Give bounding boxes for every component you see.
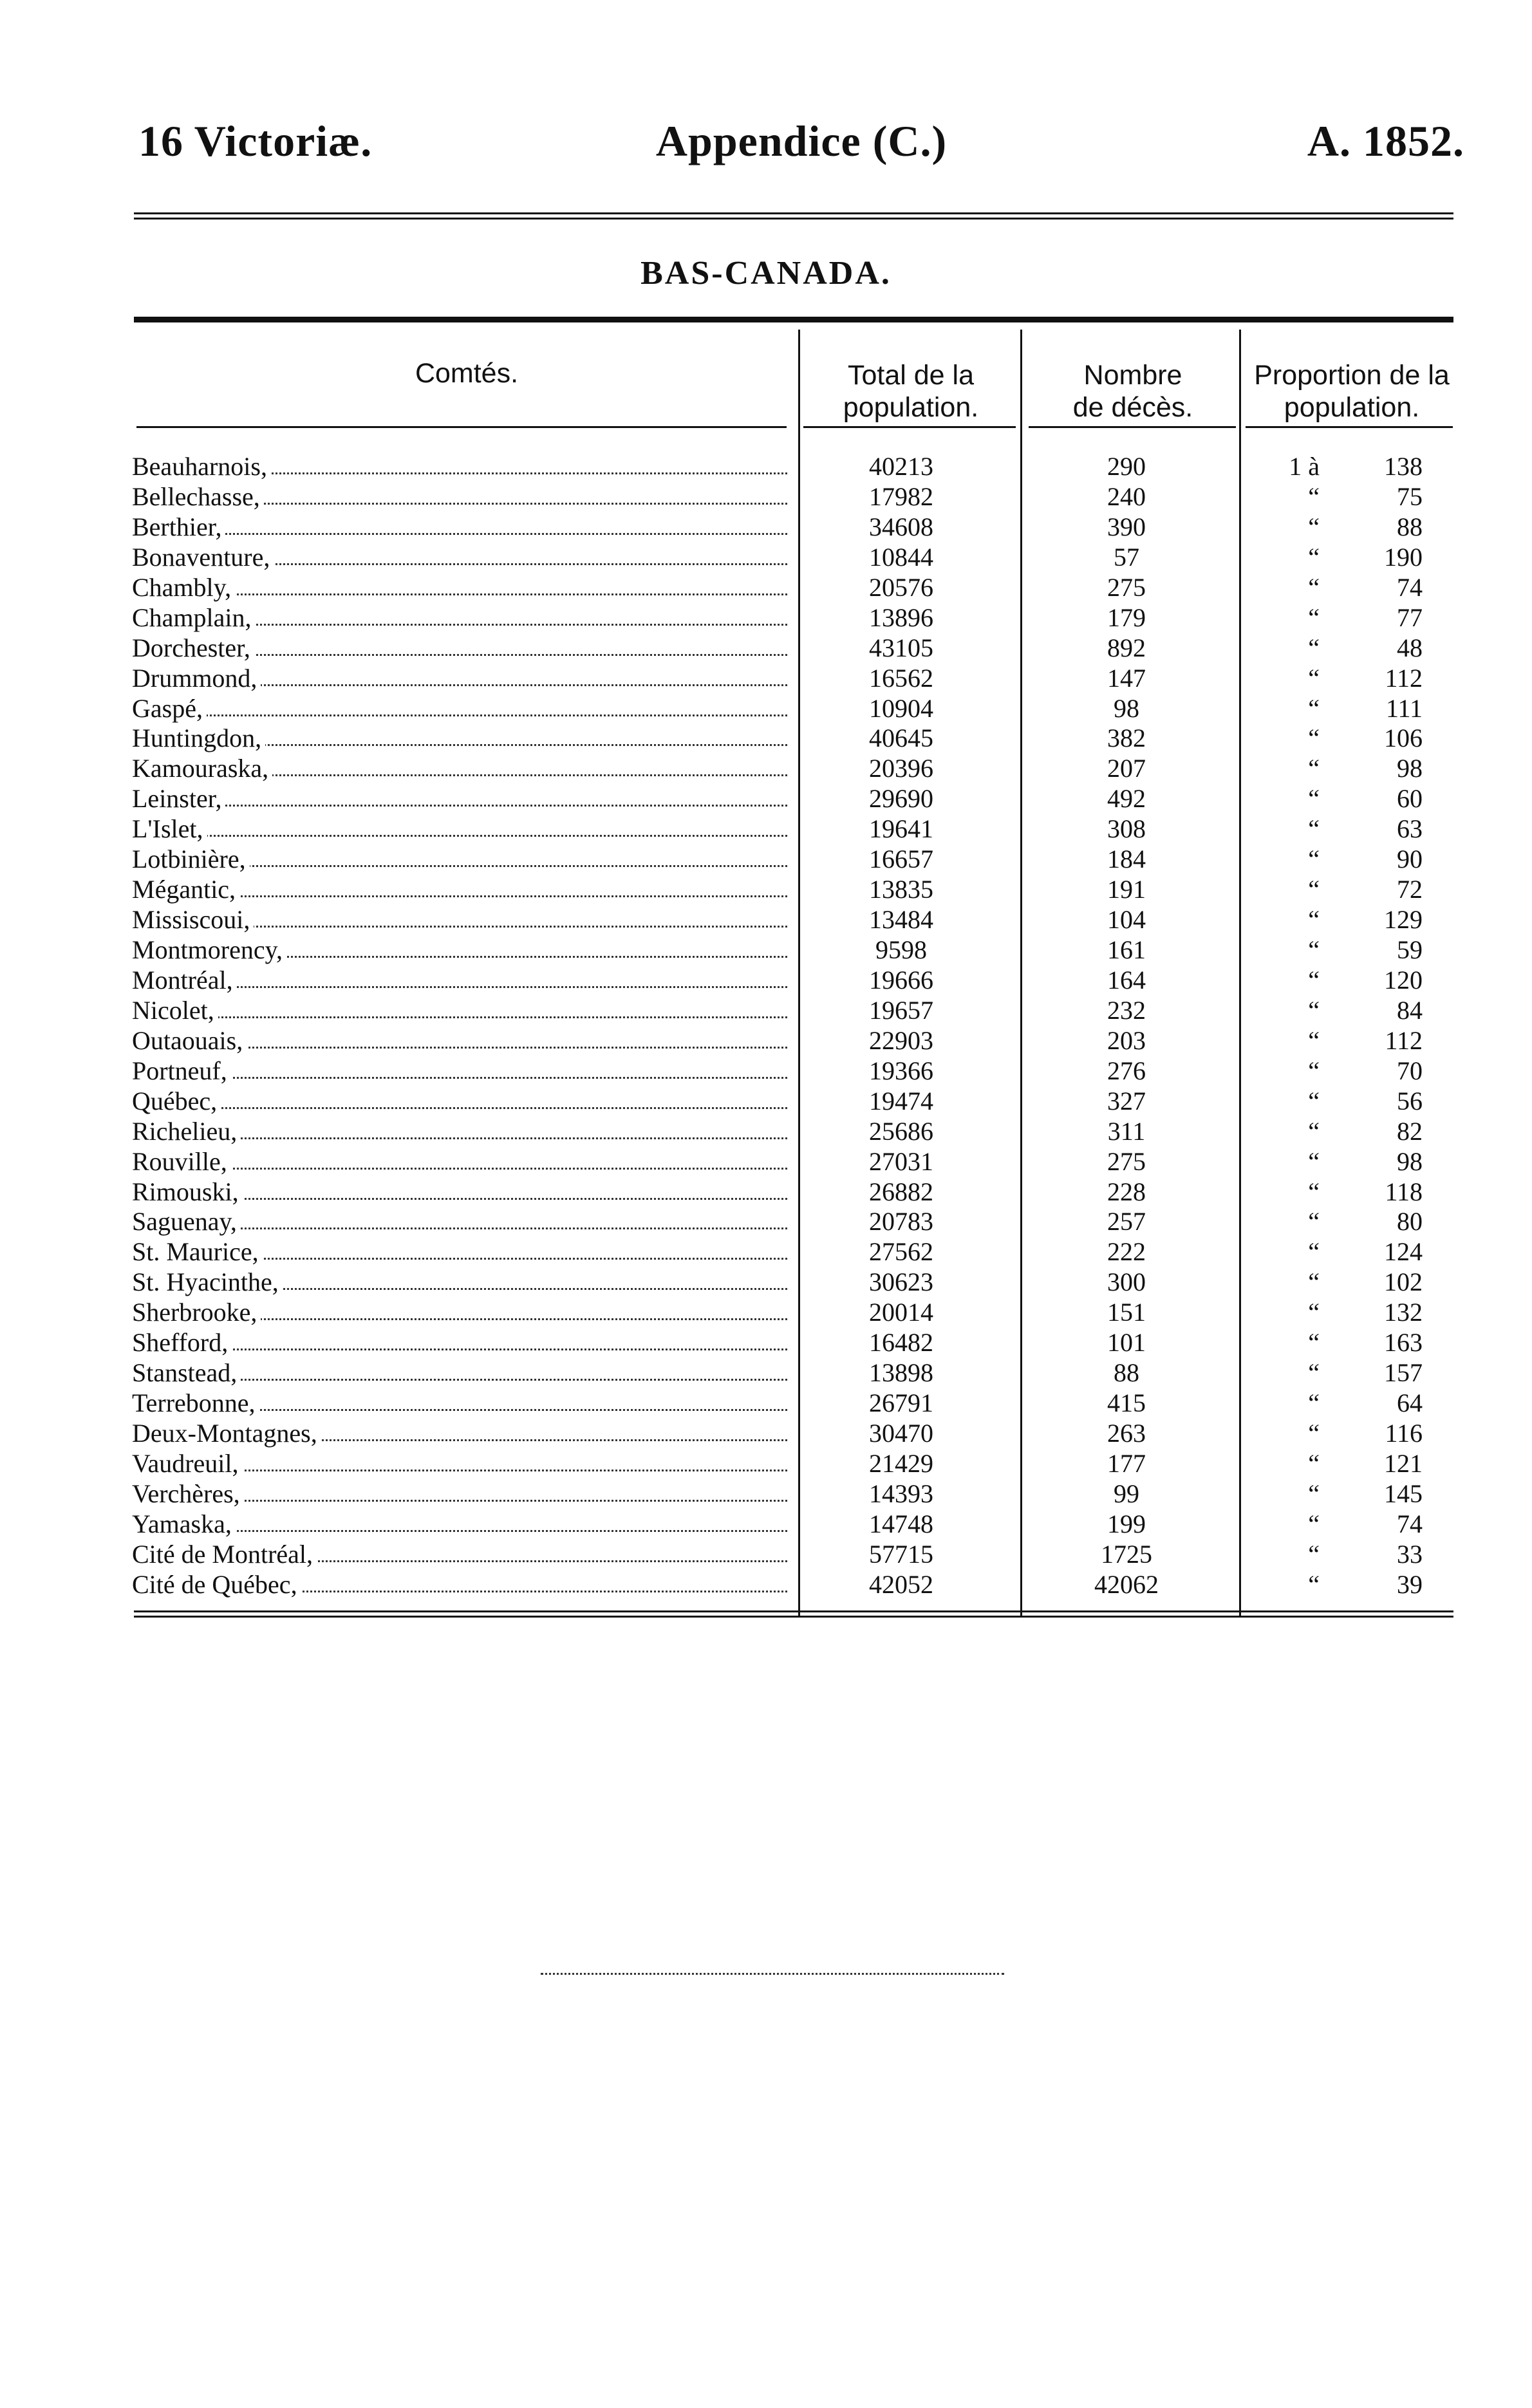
cell-ratio-prefix: “ [1308, 1358, 1320, 1388]
cell-ratio: 80 [1397, 1207, 1423, 1237]
cell-county [132, 512, 787, 542]
cell-deaths: 275 [1107, 1146, 1146, 1176]
cell-population: 30470 [869, 1419, 933, 1448]
cell-ratio-prefix: “ [1308, 1267, 1320, 1297]
cell-county [132, 875, 787, 904]
cell-ratio: 77 [1397, 602, 1423, 632]
cell-ratio-prefix: “ [1308, 663, 1320, 693]
cell-county-text: Gaspé, [132, 694, 207, 723]
cell-ratio: 64 [1397, 1388, 1423, 1418]
cell-county [132, 452, 787, 481]
cell-county-text: Outaouais, [132, 1026, 247, 1055]
cell-county-text: Stanstead, [132, 1358, 241, 1387]
cell-deaths: 275 [1107, 572, 1146, 602]
cell-ratio-prefix: “ [1308, 1056, 1320, 1085]
cell-ratio: 121 [1384, 1448, 1423, 1478]
cell-ratio: 72 [1397, 875, 1423, 904]
cell-population: 26791 [869, 1388, 933, 1418]
cell-population: 20783 [869, 1207, 933, 1237]
table-row [132, 1267, 1458, 1298]
cell-county [132, 754, 787, 783]
cell-deaths: 177 [1107, 1448, 1146, 1478]
cell-deaths: 88 [1114, 1358, 1139, 1388]
column-header-deaths [1023, 359, 1242, 424]
cell-population: 13484 [869, 905, 933, 935]
cell-ratio: 116 [1385, 1419, 1423, 1448]
cell-ratio: 70 [1397, 1056, 1423, 1085]
cell-county [132, 723, 787, 753]
table-row [132, 1177, 1458, 1208]
cell-population: 40645 [869, 723, 933, 753]
cell-ratio: 112 [1385, 663, 1423, 693]
cell-deaths: 1725 [1101, 1539, 1152, 1569]
cell-county [132, 1328, 787, 1358]
cell-deaths: 390 [1107, 512, 1146, 541]
cell-county [132, 1147, 787, 1177]
cell-population: 34608 [869, 512, 933, 541]
cell-county [132, 1117, 787, 1146]
cell-county-text: Yamaska, [132, 1509, 236, 1538]
cell-ratio: 98 [1397, 754, 1423, 783]
table-row [132, 452, 1458, 482]
cell-deaths: 98 [1114, 693, 1139, 723]
cell-deaths: 42062 [1094, 1569, 1159, 1599]
cell-ratio: 88 [1397, 512, 1423, 541]
table-row [132, 1570, 1458, 1600]
cell-ratio-prefix: “ [1308, 1539, 1320, 1569]
cell-population: 27562 [869, 1237, 933, 1267]
cell-ratio-prefix: “ [1308, 965, 1320, 994]
cell-ratio-prefix: “ [1308, 572, 1320, 602]
cell-county-text: Champlain, [132, 603, 256, 632]
cell-county-text: Verchères, [132, 1479, 244, 1508]
column-header-deaths-line1: Nombre [1083, 360, 1182, 391]
cell-population: 16562 [869, 663, 933, 693]
cell-ratio: 157 [1384, 1358, 1423, 1388]
column-header-proportion [1239, 359, 1464, 424]
cell-ratio: 112 [1385, 1025, 1423, 1055]
cell-ratio: 111 [1385, 693, 1423, 723]
cell-ratio-prefix: “ [1308, 1479, 1320, 1508]
cell-deaths: 147 [1107, 663, 1146, 693]
table-row [132, 1388, 1458, 1419]
table-row [132, 723, 1458, 754]
cell-county-text: Montréal, [132, 966, 237, 994]
cell-county [132, 1419, 787, 1448]
cell-ratio-prefix: “ [1308, 1086, 1320, 1115]
cell-deaths: 151 [1107, 1298, 1146, 1327]
cell-deaths: 263 [1107, 1419, 1146, 1448]
cell-county-text: Québec, [132, 1087, 221, 1115]
cell-population: 9598 [875, 935, 927, 964]
cell-population: 16657 [869, 845, 933, 874]
column-header-deaths-line2: de décès. [1072, 392, 1193, 423]
cell-county [132, 905, 787, 935]
header-underline-deaths [1029, 426, 1236, 428]
footer-dotted-rule [541, 1973, 1004, 1975]
cell-ratio: 63 [1397, 814, 1423, 844]
cell-ratio-prefix: “ [1308, 935, 1320, 964]
cell-ratio-prefix: “ [1308, 845, 1320, 874]
cell-ratio: 102 [1384, 1267, 1423, 1297]
cell-population: 10844 [869, 542, 933, 572]
cell-deaths: 203 [1107, 1025, 1146, 1055]
cell-ratio-prefix: “ [1308, 1146, 1320, 1176]
header-rule [134, 212, 1453, 219]
cell-county [132, 1449, 787, 1479]
table-row [132, 966, 1458, 996]
cell-deaths: 415 [1107, 1388, 1146, 1418]
header-year: A. 1852. [1307, 117, 1464, 165]
cell-ratio: 33 [1397, 1539, 1423, 1569]
cell-county-text: Nicolet, [132, 996, 218, 1025]
cell-ratio: 59 [1397, 935, 1423, 964]
cell-ratio-prefix: “ [1308, 481, 1320, 511]
header-underline-county [136, 426, 787, 428]
cell-population: 43105 [869, 633, 933, 662]
cell-ratio: 74 [1397, 572, 1423, 602]
cell-county [132, 633, 787, 663]
cell-deaths: 308 [1107, 814, 1146, 844]
table-row [132, 1087, 1458, 1117]
table-row [132, 784, 1458, 814]
cell-county [132, 966, 787, 995]
cell-county [132, 996, 787, 1025]
cell-county [132, 1237, 787, 1267]
cell-population: 19474 [869, 1086, 933, 1115]
cell-deaths: 290 [1107, 452, 1146, 481]
cell-county [132, 1267, 787, 1297]
cell-county-text: Bonaventure, [132, 543, 274, 572]
cell-county [132, 543, 787, 572]
cell-county [132, 482, 787, 512]
table-row [132, 1479, 1458, 1509]
cell-population: 10904 [869, 693, 933, 723]
cell-county-text: Montmorency, [132, 935, 286, 964]
cell-county-text: Leinster, [132, 784, 225, 813]
cell-population: 57715 [869, 1539, 933, 1569]
cell-population: 13835 [869, 875, 933, 904]
column-header-proportion-line2: population. [1284, 392, 1420, 423]
cell-ratio-prefix: “ [1308, 693, 1320, 723]
cell-deaths: 164 [1107, 965, 1146, 994]
header-session: 16 Victoriæ. [138, 117, 373, 165]
cell-deaths: 104 [1107, 905, 1146, 935]
cell-ratio: 56 [1397, 1086, 1423, 1115]
table-row [132, 543, 1458, 573]
cell-ratio: 48 [1397, 633, 1423, 662]
cell-county [132, 1540, 787, 1569]
cell-county-text: Shefford, [132, 1328, 232, 1357]
cell-county-text: Saguenay, [132, 1207, 241, 1236]
table-row [132, 482, 1458, 512]
cell-ratio: 84 [1397, 995, 1423, 1025]
cell-population: 26882 [869, 1177, 933, 1206]
cell-county-text: Sherbrooke, [132, 1298, 261, 1327]
header-underline-population [803, 426, 1016, 428]
cell-county-text: St. Maurice, [132, 1237, 263, 1266]
cell-ratio: 60 [1397, 784, 1423, 814]
cell-county [132, 784, 787, 814]
cell-county [132, 1358, 787, 1388]
cell-deaths: 382 [1107, 723, 1146, 753]
cell-county-text: Kamouraska, [132, 754, 272, 783]
cell-population: 40213 [869, 452, 933, 481]
cell-ratio-prefix: “ [1308, 1177, 1320, 1206]
cell-county-text: Cité de Québec, [132, 1570, 301, 1599]
cell-county [132, 1570, 787, 1600]
cell-ratio: 106 [1384, 723, 1423, 753]
cell-ratio-prefix: “ [1308, 1509, 1320, 1538]
cell-county [132, 1509, 787, 1539]
cell-deaths: 161 [1107, 935, 1146, 964]
cell-county-text: Drummond, [132, 664, 261, 693]
cell-ratio: 98 [1397, 1146, 1423, 1176]
cell-ratio: 132 [1384, 1298, 1423, 1327]
cell-county [132, 845, 787, 874]
cell-ratio: 75 [1397, 481, 1423, 511]
cell-population: 42052 [869, 1569, 933, 1599]
cell-ratio: 74 [1397, 1509, 1423, 1538]
table-row [132, 633, 1458, 664]
column-header-proportion-line1: Proportion de la [1254, 360, 1450, 391]
cell-population: 14393 [869, 1479, 933, 1508]
cell-deaths: 228 [1107, 1177, 1146, 1206]
cell-county [132, 1177, 787, 1207]
cell-county-text: Chambly, [132, 573, 235, 602]
cell-population: 20576 [869, 572, 933, 602]
cell-ratio-prefix: “ [1308, 512, 1320, 541]
cell-county-text: Mégantic, [132, 875, 239, 904]
cell-county-text: Vaudreuil, [132, 1449, 243, 1478]
cell-county-text: Bellechasse, [132, 482, 264, 511]
cell-deaths: 179 [1107, 602, 1146, 632]
cell-ratio-prefix: “ [1308, 1116, 1320, 1146]
cell-ratio-prefix: “ [1308, 723, 1320, 753]
cell-ratio-prefix: “ [1308, 1207, 1320, 1237]
table-row [132, 1540, 1458, 1570]
table-row [132, 1147, 1458, 1177]
cell-ratio-prefix: “ [1308, 1298, 1320, 1327]
cell-county [132, 694, 787, 723]
cell-deaths: 311 [1107, 1116, 1146, 1146]
cell-deaths: 892 [1107, 633, 1146, 662]
cell-ratio-prefix: “ [1308, 542, 1320, 572]
cell-county [132, 603, 787, 633]
cell-county-text: Cité de Montréal, [132, 1540, 317, 1569]
cell-ratio-prefix: “ [1308, 1025, 1320, 1055]
cell-county-text: Berthier, [132, 512, 225, 541]
column-header-population-line1: Total de la [847, 360, 975, 391]
cell-county-text: L'Islet, [132, 814, 207, 843]
cell-deaths: 207 [1107, 754, 1146, 783]
table-row [132, 1358, 1458, 1388]
cell-deaths: 191 [1107, 875, 1146, 904]
cell-population: 13898 [869, 1358, 933, 1388]
cell-county [132, 573, 787, 602]
table-row [132, 1117, 1458, 1147]
cell-county-text: Rimouski, [132, 1177, 243, 1206]
table-row [132, 875, 1458, 905]
cell-ratio: 90 [1397, 845, 1423, 874]
cell-county-text: Terrebonne, [132, 1388, 259, 1417]
cell-county-text: Rouville, [132, 1147, 231, 1176]
cell-ratio-prefix: “ [1308, 754, 1320, 783]
cell-ratio-prefix: “ [1308, 602, 1320, 632]
table-row [132, 1026, 1458, 1056]
cell-county [132, 664, 787, 693]
cell-county [132, 1026, 787, 1056]
cell-county [132, 1056, 787, 1086]
cell-population: 14748 [869, 1509, 933, 1538]
cell-deaths: 184 [1107, 845, 1146, 874]
column-header-population-line2: population. [843, 392, 979, 423]
cell-population: 20014 [869, 1298, 933, 1327]
cell-county-text: Lotbinière, [132, 845, 250, 873]
cell-county [132, 1298, 787, 1327]
page-header [138, 116, 1464, 187]
cell-deaths: 240 [1107, 481, 1146, 511]
cell-population: 16482 [869, 1328, 933, 1358]
cell-county [132, 1479, 787, 1509]
cell-population: 19666 [869, 965, 933, 994]
table-row [132, 573, 1458, 603]
table-top-rule [134, 317, 1453, 322]
table-row [132, 1419, 1458, 1449]
cell-ratio-prefix: 1 à [1289, 452, 1320, 481]
cell-population: 13896 [869, 602, 933, 632]
cell-county-text: Portneuf, [132, 1056, 231, 1085]
cell-ratio: 39 [1397, 1569, 1423, 1599]
cell-county-text: Beauharnois, [132, 452, 271, 481]
cell-county-text: St. Hyacinthe, [132, 1267, 283, 1296]
cell-ratio: 138 [1384, 452, 1423, 481]
cell-deaths: 101 [1107, 1328, 1146, 1358]
cell-ratio-prefix: “ [1308, 1388, 1320, 1418]
column-header-county: Comtés. [415, 358, 519, 389]
table-row [132, 754, 1458, 784]
cell-ratio-prefix: “ [1308, 784, 1320, 814]
cell-deaths: 199 [1107, 1509, 1146, 1538]
cell-population: 20396 [869, 754, 933, 783]
table-row [132, 1328, 1458, 1358]
table-row [132, 1056, 1458, 1087]
cell-deaths: 276 [1107, 1056, 1146, 1085]
cell-ratio-prefix: “ [1308, 1237, 1320, 1267]
cell-deaths: 257 [1107, 1207, 1146, 1237]
cell-population: 30623 [869, 1267, 933, 1297]
cell-deaths: 99 [1114, 1479, 1139, 1508]
cell-ratio: 118 [1385, 1177, 1423, 1206]
table-row [132, 1207, 1458, 1237]
cell-deaths: 232 [1107, 995, 1146, 1025]
cell-population: 19657 [869, 995, 933, 1025]
table-row [132, 1509, 1458, 1540]
table-bottom-rule [134, 1610, 1453, 1618]
cell-ratio: 163 [1384, 1328, 1423, 1358]
table-row [132, 694, 1458, 724]
table-row [132, 1449, 1458, 1479]
cell-county-text: Missiscoui, [132, 905, 254, 934]
cell-population: 21429 [869, 1448, 933, 1478]
cell-ratio-prefix: “ [1308, 814, 1320, 844]
cell-ratio: 124 [1384, 1237, 1423, 1267]
table-row [132, 1298, 1458, 1328]
cell-county-text: Huntingdon, [132, 723, 265, 752]
cell-ratio-prefix: “ [1308, 995, 1320, 1025]
header-underline-proportion [1246, 426, 1453, 428]
table-row [132, 996, 1458, 1026]
cell-population: 22903 [869, 1025, 933, 1055]
cell-population: 17982 [869, 481, 933, 511]
cell-ratio: 190 [1384, 542, 1423, 572]
cell-ratio: 129 [1384, 905, 1423, 935]
cell-ratio-prefix: “ [1308, 875, 1320, 904]
table-row [132, 905, 1458, 935]
cell-county [132, 935, 787, 965]
cell-ratio: 82 [1397, 1116, 1423, 1146]
cell-ratio-prefix: “ [1308, 1419, 1320, 1448]
cell-ratio-prefix: “ [1308, 1448, 1320, 1478]
cell-county-text: Deux-Montagnes, [132, 1419, 321, 1448]
cell-county-text: Richelieu, [132, 1117, 241, 1146]
cell-county [132, 814, 787, 844]
table-title: BAS-CANADA. [640, 255, 892, 292]
table-row [132, 814, 1458, 845]
cell-ratio-prefix: “ [1308, 1569, 1320, 1599]
cell-deaths: 222 [1107, 1237, 1146, 1267]
cell-ratio-prefix: “ [1308, 633, 1320, 662]
cell-population: 19641 [869, 814, 933, 844]
cell-deaths: 300 [1107, 1267, 1146, 1297]
cell-county [132, 1388, 787, 1418]
cell-population: 25686 [869, 1116, 933, 1146]
cell-population: 29690 [869, 784, 933, 814]
header-appendix: Appendice (C.) [655, 117, 948, 165]
column-header-population [801, 359, 1020, 424]
table-row [132, 935, 1458, 966]
cell-ratio-prefix: “ [1308, 905, 1320, 935]
cell-county [132, 1207, 787, 1237]
table-body [132, 452, 1458, 1600]
cell-deaths: 57 [1114, 542, 1139, 572]
cell-ratio-prefix: “ [1308, 1328, 1320, 1358]
table-row [132, 845, 1458, 875]
cell-county-text: Dorchester, [132, 633, 254, 662]
cell-deaths: 327 [1107, 1086, 1146, 1115]
table-row [132, 512, 1458, 543]
cell-population: 19366 [869, 1056, 933, 1085]
cell-ratio: 120 [1384, 965, 1423, 994]
table-row [132, 1237, 1458, 1267]
table-row [132, 603, 1458, 633]
cell-population: 27031 [869, 1146, 933, 1176]
cell-deaths: 492 [1107, 784, 1146, 814]
table-row [132, 664, 1458, 694]
cell-county [132, 1087, 787, 1116]
cell-ratio: 145 [1384, 1479, 1423, 1508]
